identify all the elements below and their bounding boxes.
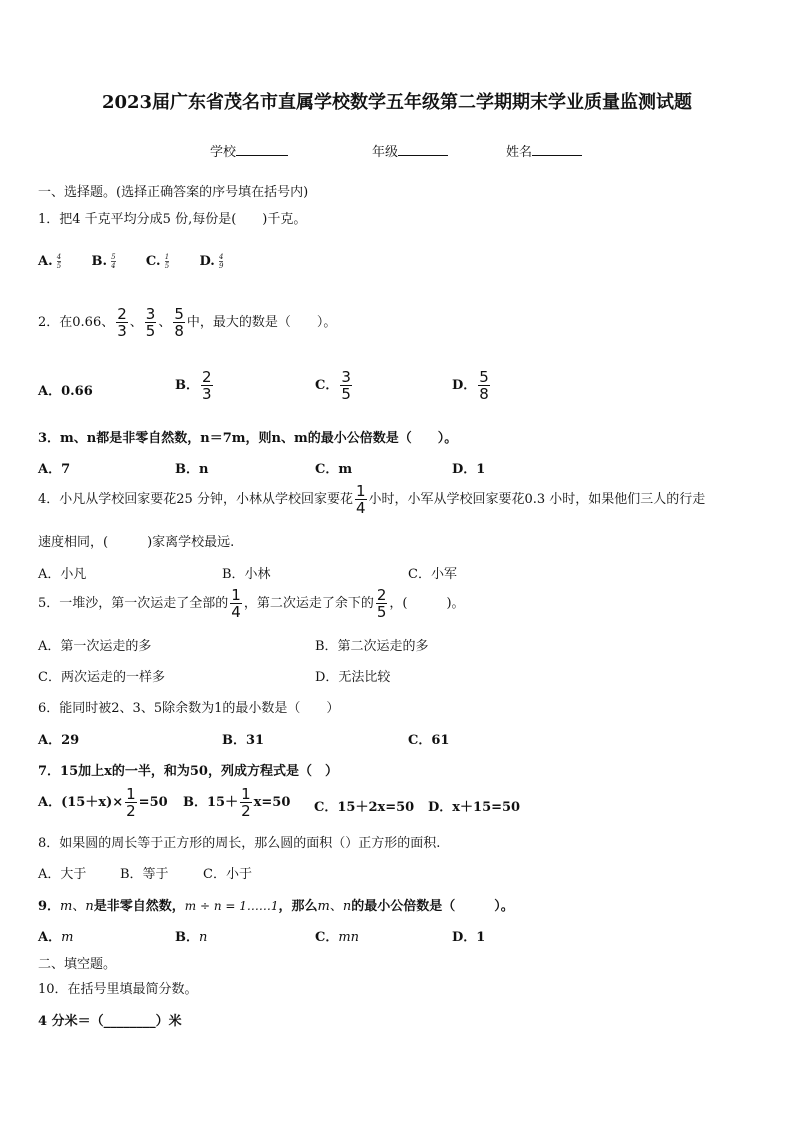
question-4-line2: 速度相同，( )家离学校最远. <box>38 535 235 550</box>
q1-option-a[interactable]: A. $\frac{4}{5}$ <box>38 253 62 270</box>
question-8: 8．如果圆的周长等于正方形的周长，那么圆的面积（）正方形的面积. <box>38 836 441 851</box>
q1-option-d[interactable]: D. $\frac{4}{9}$ <box>199 253 224 270</box>
q6-option-a[interactable]: A．29 <box>38 733 80 748</box>
school-blank[interactable] <box>236 143 288 156</box>
question-3: 3．m、n都是非零自然数，n＝7m，则n、m的最小公倍数是（ ）。 <box>38 431 458 446</box>
q2-option-c[interactable]: C． $\frac{3}{5}$ <box>315 368 351 403</box>
q9-option-d[interactable]: D．1 <box>452 930 486 945</box>
question-5: 5．一堆沙，第一次运走了全部的 $\frac{1}{4}$ ，第二次运走了余下的 $\frac{2}{5}$ ，( )。 <box>38 586 465 621</box>
question-2: 2．在0.66、 $\frac{2}{3}$ 、 $\frac{3}{5}$ 、 $\frac{5}{8}$ 中，最大的数是（ ）。 <box>38 305 337 340</box>
q3-option-a[interactable]: A．7 <box>38 462 71 477</box>
q3-option-d[interactable]: D．1 <box>452 462 486 477</box>
q8-option-a[interactable]: A．大于 <box>38 867 87 882</box>
section-heading-2: 二、填空题。 <box>38 957 117 972</box>
q2-option-b[interactable]: B． $\frac{2}{3}$ <box>175 368 212 403</box>
grade-label: 年级 <box>372 145 399 160</box>
q5-option-a[interactable]: A．第一次运走的多 <box>38 639 152 654</box>
q3-option-c[interactable]: C．m <box>315 462 353 477</box>
q9-option-b[interactable]: B．n <box>175 930 208 945</box>
q7-option-a[interactable]: A．(15＋x)× $\frac{1}{2}$ =50 <box>38 785 168 820</box>
q1-option-b[interactable]: B. $\frac{5}{4}$ <box>91 253 116 270</box>
q2-option-a[interactable]: A．0.66 <box>38 384 93 399</box>
q4-option-c[interactable]: C．小军 <box>408 567 457 582</box>
q9-option-a[interactable]: A．m <box>38 930 74 945</box>
q7-option-d[interactable]: D．x＋15=50 <box>428 800 521 815</box>
page-title: 2023届广东省茂名市直属学校数学五年级第二学期期末学业质量监测试题 <box>101 92 693 113</box>
q2-option-d[interactable]: D． $\frac{5}{8}$ <box>452 368 489 403</box>
q5-option-c[interactable]: C．两次运走的一样多 <box>38 670 165 685</box>
question-9: 9．m、n是非零自然数，m ÷ n = 1……1，那么m、n的最小公倍数是（ ）。 <box>38 899 514 914</box>
name-blank[interactable] <box>532 143 582 156</box>
q6-option-c[interactable]: C．61 <box>408 733 450 748</box>
q5-option-d[interactable]: D．无法比较 <box>315 670 391 685</box>
question-7: 7．15加上x的一半，和为50，列成方程式是（ ） <box>38 764 338 779</box>
q7-option-c[interactable]: C．15＋2x=50 <box>314 800 415 815</box>
q5-option-b[interactable]: B．第二次运走的多 <box>315 639 429 654</box>
school-field <box>210 141 288 160</box>
q7-option-b[interactable]: B．15＋ $\frac{1}{2}$ x=50 <box>183 785 291 820</box>
q1-option-c[interactable]: C. $\frac{1}{5}$ <box>145 253 170 270</box>
grade-field <box>372 141 448 160</box>
question-4: 4．小凡从学校回家要花25 分钟，小林从学校回家要花 $\frac{1}{4}$ 小时，小军从学校回家要花0.3 小时，如果他们三人的行走 <box>38 482 706 517</box>
q10-fill-line[interactable]: 4 分米＝（________）米 <box>38 1014 182 1029</box>
question-6: 6．能同时被2、3、5除余数为1的最小数是（ ） <box>38 701 340 716</box>
question-10: 10．在括号里填最简分数。 <box>38 982 198 997</box>
q8-option-c[interactable]: C．小于 <box>203 867 252 882</box>
name-field <box>506 141 582 160</box>
section-heading-1: 一、选择题。(选择正确答案的序号填在括号内) <box>38 185 309 200</box>
q9-option-c[interactable]: C．mn <box>315 930 360 945</box>
name-label: 姓名 <box>506 145 533 160</box>
q6-option-b[interactable]: B．31 <box>222 733 265 748</box>
q4-option-b[interactable]: B．小林 <box>222 567 271 582</box>
q8-option-b[interactable]: B．等于 <box>120 867 169 882</box>
school-label: 学校 <box>210 145 237 160</box>
q4-option-a[interactable]: A．小凡 <box>38 567 87 582</box>
q3-option-b[interactable]: B．n <box>175 462 209 477</box>
grade-blank[interactable] <box>398 143 448 156</box>
q1-options <box>38 253 223 270</box>
question-1: 1．把4 千克平均分成5 份,每份是( )千克。 <box>38 212 307 227</box>
